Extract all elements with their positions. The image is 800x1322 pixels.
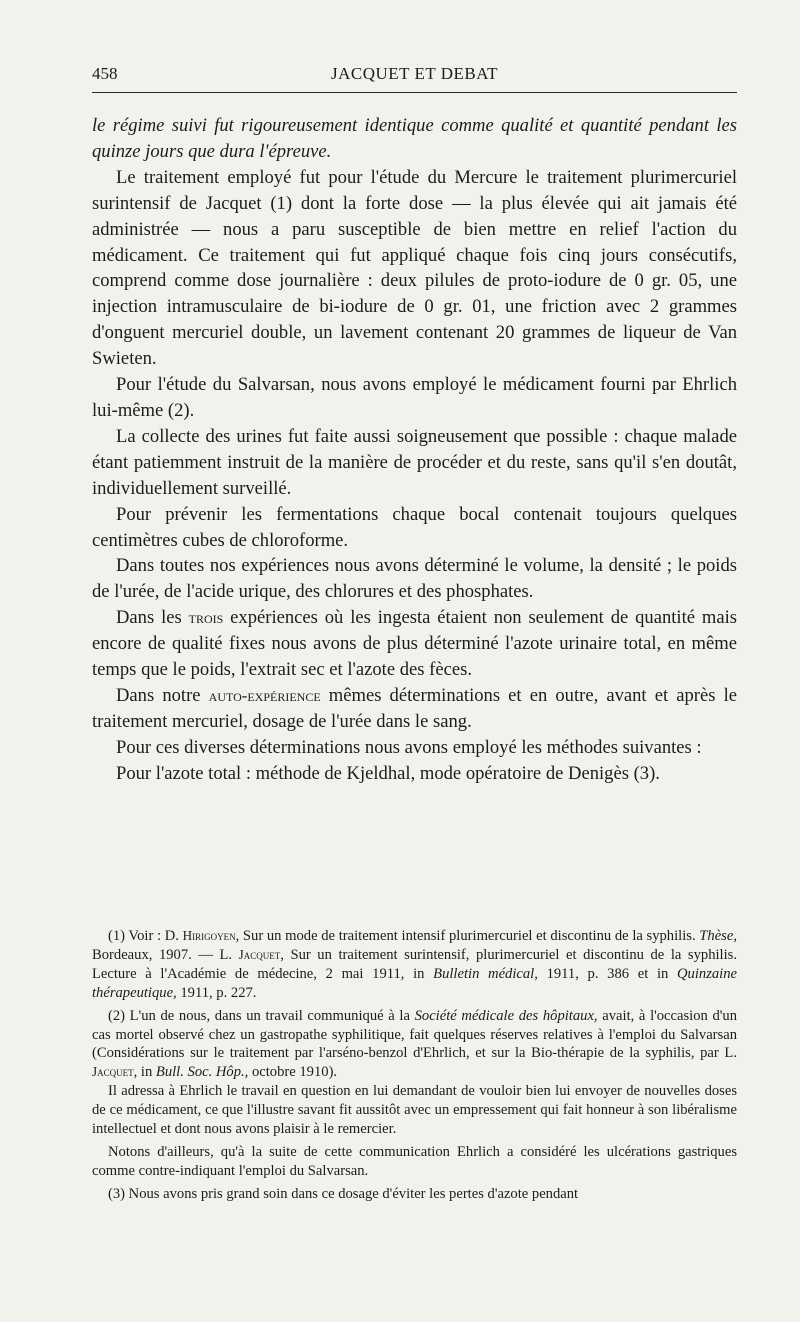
italic-span: Quinzaine thérapeutique, [92,965,737,1001]
small-caps-span: auto-expérience [208,685,321,705]
italic-span: Bull. Soc. Hôp., [155,1064,249,1081]
text-span: , Sur un mode de traitement intensif plurimercuriel et discontinu de la syphilis. [235,928,700,944]
footnote-3: (3) Nous avons pris grand soin dans ce dosage d'éviter les pertes d'azote pendant [108,1185,579,1202]
paragraph-urine-collection: La collecte des urines fut faite aussi soigneusement que possible : chaque malade étant patiemment instruit de la manière de procéder et du reste, sans qu'il s'en doutât, individuellement surveillé. [92,425,737,499]
italic-span: Thèse, [699,928,737,944]
running-title: JACQUET ET DEBAT [331,64,498,83]
text-span: (1) Voir : D. [108,928,183,944]
text-span: Dans notre [116,684,209,706]
text-span: , Sur un traitement surintensif, plurimercuriel et discontinu de la syphilis. Lecture à l'Académie de médecine, 2 mai 1911, in [92,946,737,982]
small-caps-span: Jacquet [238,946,281,962]
text-span: avait, à l'occasion d'un cas mortel observé chez un gastropathe syphilitique, fait quelques réserves relatives à l'emploi du Salvarsan (Considérations sur le traitement par l'arséno-benzol d'Ehrlich, et sur la Bio-thérapie de la syphilis, par L. [92,1007,737,1062]
footnotes [92,927,737,1204]
paragraph-mercury-treatment: Le traitement employé fut pour l'étude du Mercure le traitement plurimercuriel surintensif de Jacquet (1) dont la forte dose — la plus élevée qui ait jamais été administrée — nous a paru susceptible de bien mettre en relief l'action du médicament. Ce traitement qui fut appliqué chaque fois cinq jours consécutifs, comprend comme dose journalière : deux pilules de proto-iodure de 0 gr. 05, une injection intramusculaire de bi-iodure de 0 gr. 01, une friction avec 2 grammes d'onguent mercuriel double, un lavement contenant 20 grammes de liqueur de Van Swieten. [92,166,737,370]
italic-span: Société médicale des hôpitaux, [414,1007,598,1024]
small-caps-span: Hirigoyen [182,928,236,943]
footnote-1 [92,927,737,1003]
paragraph-total-nitrogen: Pour l'azote total : méthode de Kjeldhal, mode opératoire de Denigès (3). [116,762,660,784]
footnote-2-note: Notons d'ailleurs, qu'à la suite de cette communication Ehrlich a considéré les ulcérations gastriques comme contre-indiquant l'emploi du Salvarsan. [92,1143,737,1179]
text-span: Dans les [116,607,189,629]
footnote-2-continued: Il adressa à Ehrlich le travail en question en lui demandant de vouloir bien lui envoyer de nouvelles doses de ce médicament, ce que l'illustre savant fit aussitôt avec un empressement qui fait honneur à son libéralisme intellectuel et dont nous avons plaisir à le remercier. [92,1083,737,1138]
text-span: , in [133,1064,156,1081]
paragraph-methods: Pour ces diverses déterminations nous avons employé les méthodes suivantes : [116,736,702,758]
text-span: expériences où les ingesta étaient non seulement de quantité mais encore de qualité fixes nous avons de plus déterminé l'azote urinaire total, en même temps que le poids, l'extrait sec et l'azote des fèces. [92,607,737,681]
page-header [92,64,737,93]
text-span: 1911, p. 227. [176,984,257,1001]
paragraph-fermentation: Pour prévenir les fermentations chaque bocal contenait toujours quelques centimètres cubes de chloroforme. [92,503,737,551]
small-caps-span: trois [188,608,224,628]
paragraph-three-experiences [92,605,737,683]
page-number: 458 [92,64,118,83]
text-span: (2) L'un de nous, dans un travail communiqué à la [108,1007,415,1024]
main-text [92,113,737,787]
paragraph-auto-experience [92,683,737,735]
small-caps-span: Jacquet [92,1064,134,1080]
text-span: mêmes déterminations et en outre, avant et après le traitement mercuriel, dosage de l'urée dans le sang. [92,684,737,732]
paragraph-determinations: Dans toutes nos expériences nous avons déterminé le volume, la densité ; le poids de l'urée, de l'acide urique, des chlorures et des phosphates. [92,555,737,603]
footnote-2 [92,1007,737,1083]
paragraph-continuation: le régime suivi fut rigoureusement identique comme qualité et quantité pendant les quinze jours que dura l'épreuve. [92,115,737,162]
text-span: Bordeaux, 1907. — L. [92,946,239,963]
text-span: 1911, p. 386 et in [537,965,677,982]
text-span: octobre 1910). [248,1064,338,1081]
italic-span: Bulletin médical, [433,965,538,982]
paragraph-salvarsan: Pour l'étude du Salvarsan, nous avons employé le médicament fourni par Ehrlich lui-même (2). [92,374,737,421]
